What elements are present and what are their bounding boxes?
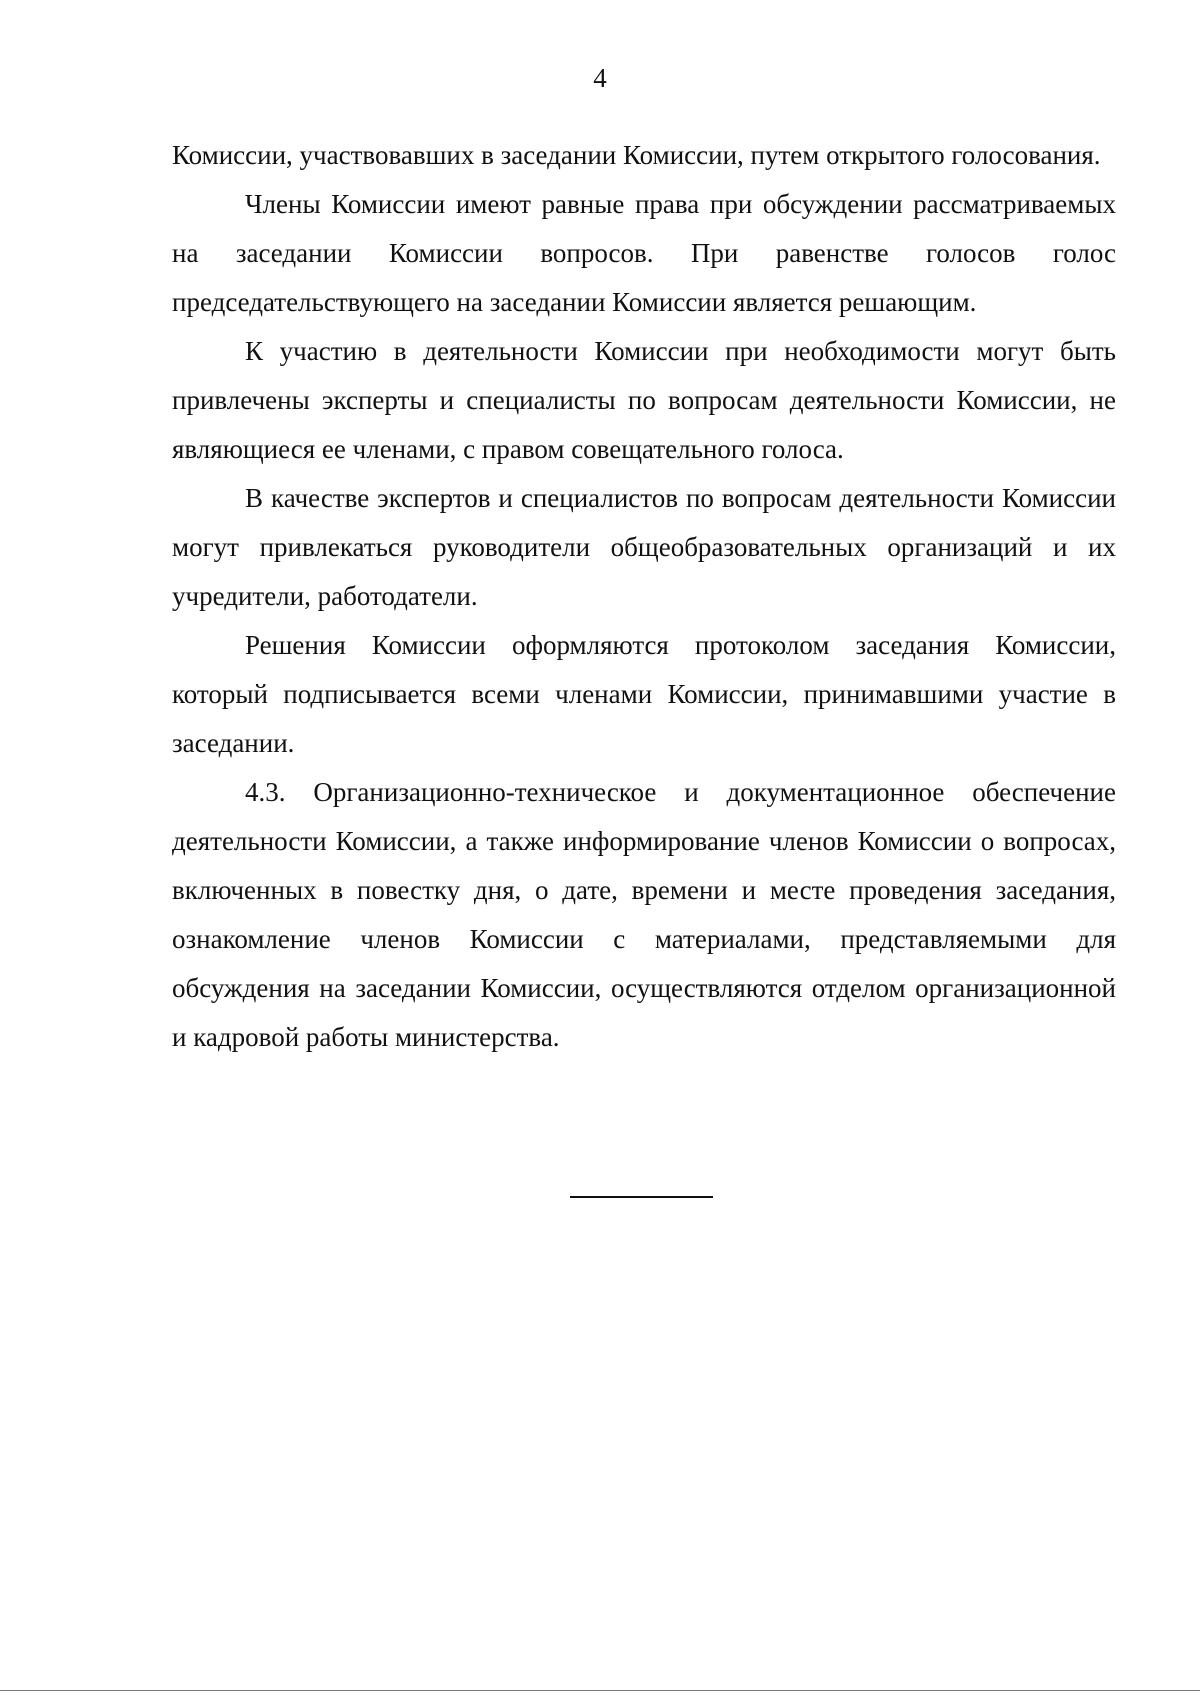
page-bottom-edge [0, 1690, 1200, 1691]
paragraph-continuation: Комиссии, участвовавших в заседании Комиссии, путем открытого голосования. [172, 140, 1101, 170]
paragraph-decisions-protocol: Решения Комиссии оформляются протоколом заседания Комиссии, который подписывается всеми членами Комиссии, принимавшими участие в заседании. [172, 630, 1116, 758]
page-number: 4 [593, 63, 607, 93]
end-of-text-rule [570, 1196, 713, 1198]
document-body [172, 131, 1116, 1062]
paragraph-equal-rights: Члены Комиссии имеют равные права при обсуждении рассматриваемых на заседании Комиссии вопросов. При равенстве голосов голос председательствующего на заседании Комиссии является решающим. [172, 189, 1116, 317]
paragraph-experts-selection: В качестве экспертов и специалистов по вопросам деятельности Комиссии могут привлекаться руководители общеобразовательных организаций и их учредители, работодатели. [172, 483, 1116, 611]
paragraph-experts-participation: К участию в деятельности Комиссии при необходимости могут быть привлечены эксперты и специалисты по вопросам деятельности Комиссии, не являющиеся ее членами, с правом совещательного голоса. [172, 336, 1116, 464]
paragraph-section-4-3: 4.3. Организационно-техническое и документационное обеспечение деятельности Комиссии, а также информирование членов Комиссии о вопросах, включенных в повестку дня, о дате, времени и месте проведения заседания, ознакомление членов Комиссии с материалами, представляемыми для обсуждения на заседании Комиссии, осуществляются отделом организационной и кадровой работы министерства. [172, 777, 1116, 1052]
